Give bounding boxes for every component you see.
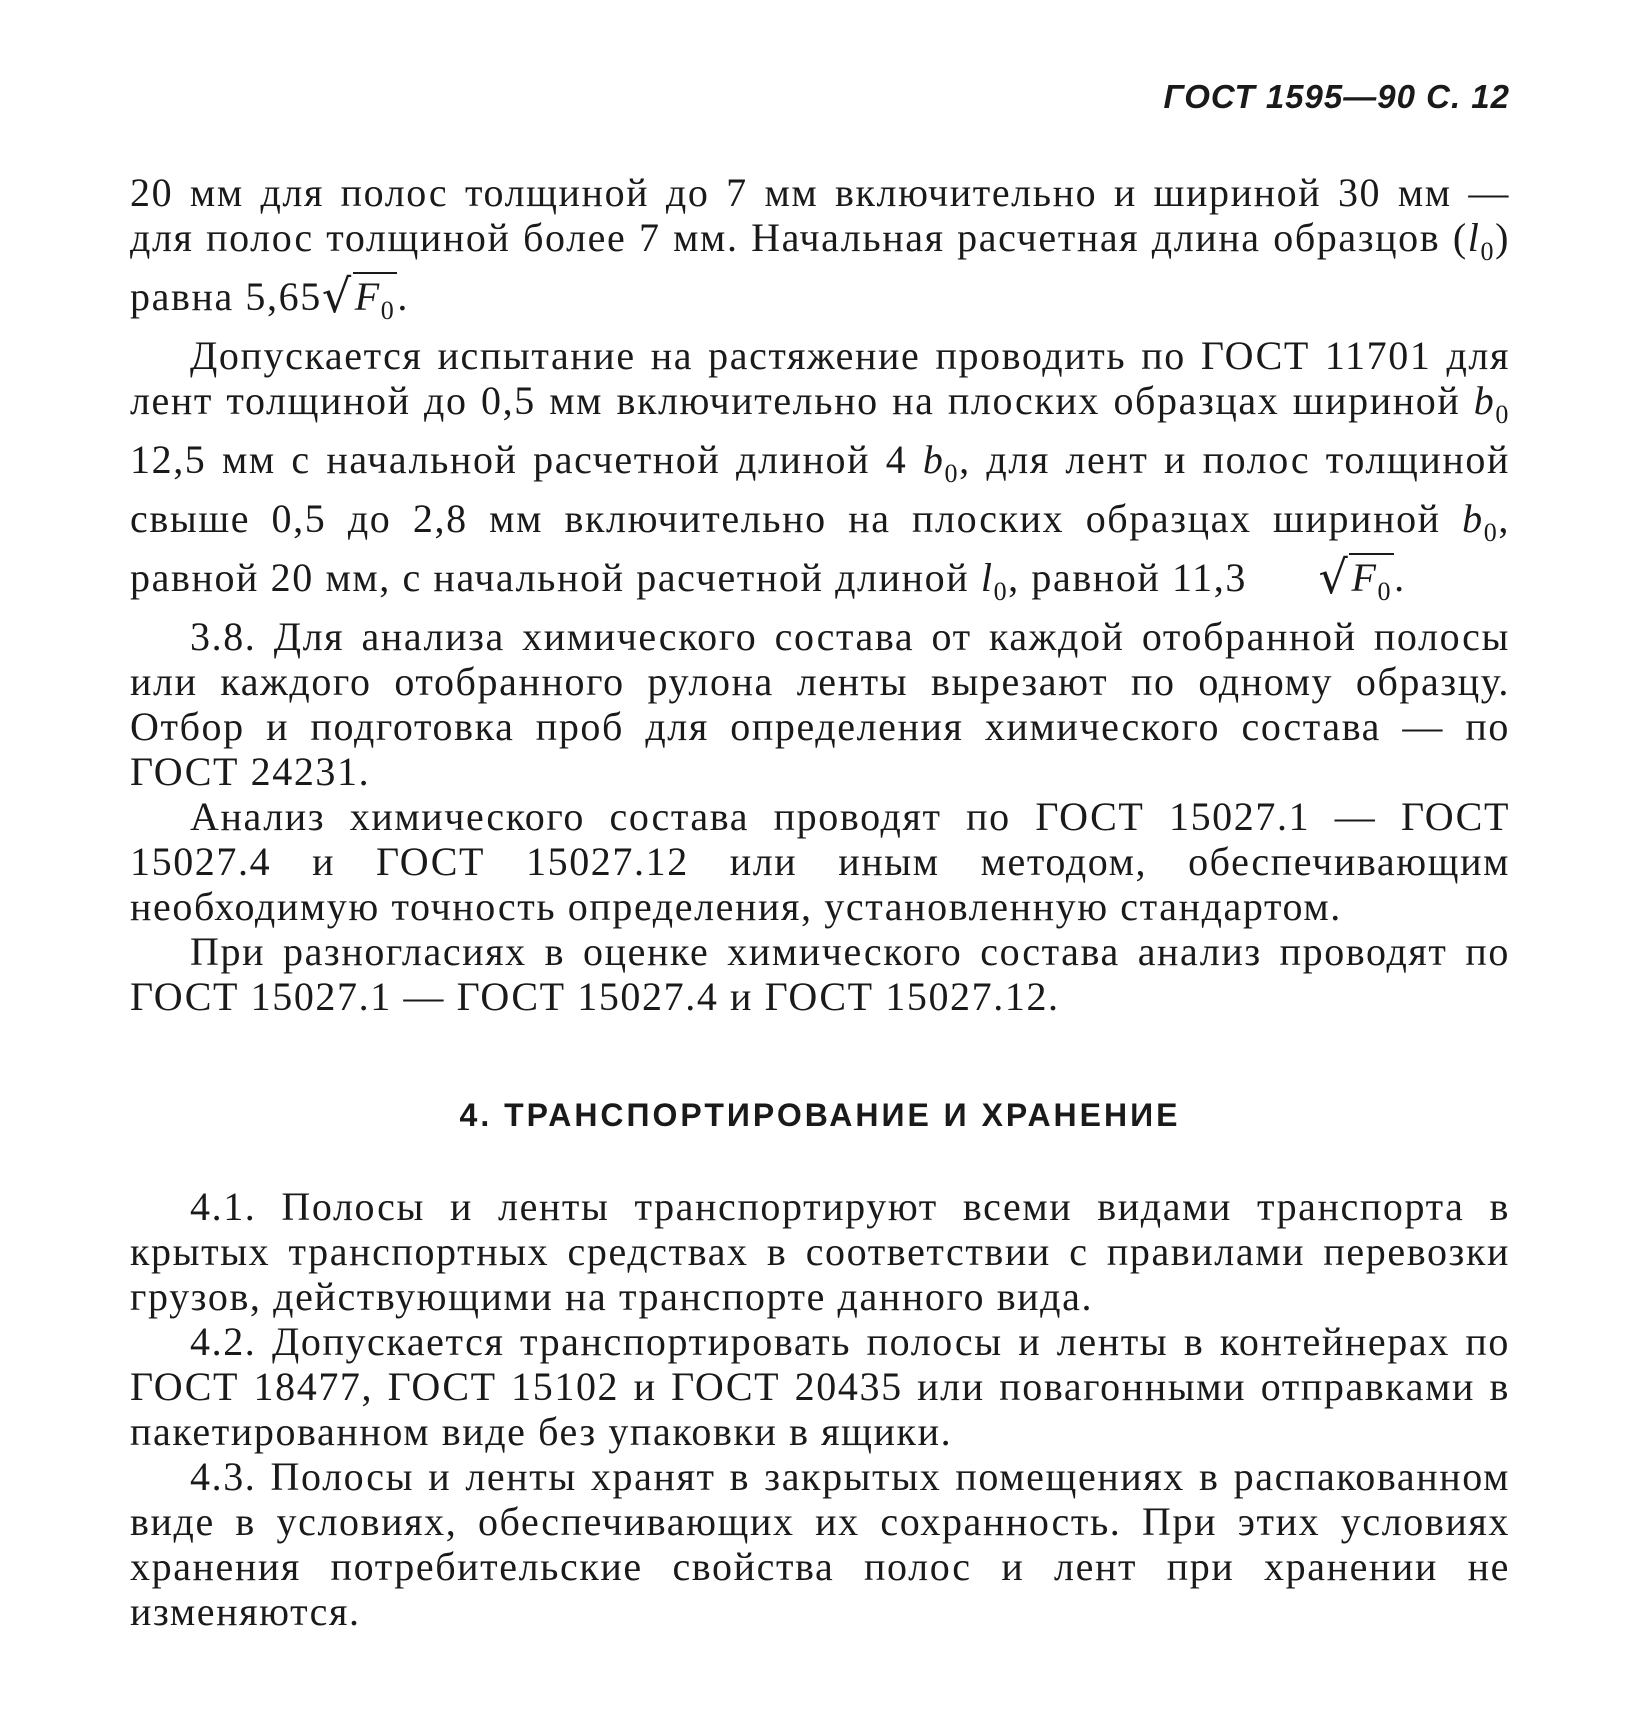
- paragraph-disagreements: При разногласиях в оценке химического состава анализ проводят по ГОСТ 15027.1 — ГОСТ 15027.4 и ГОСТ 15027.12.: [130, 929, 1510, 1019]
- paragraph-tensile-test: Допускается испытание на растяжение проводить по ГОСТ 11701 для лент толщиной до 0,5 мм включительно на плоских образцах шириной $b_0$ 12,5 мм с начальной расчетной длиной 4 $b_0$, для лент и полос толщиной свыше 0,5 до 2,8 мм включительно на плоских образцах шириной $b_0$, равной 20 мм, с начальной расчетной длиной $l_0$, равной 11,3 $√F_0$.: [130, 333, 1510, 614]
- paragraph-specimen-length: 20 мм для полос толщиной до 7 мм включительно и шириной 30 мм — для полос толщиной более 7 мм. Начальная расчетная длина образцов $(l_0)$ равна $5,65√F_0$.: [130, 170, 1510, 333]
- paragraph-chem-analysis: Анализ химического состава проводят по ГОСТ 15027.1 — ГОСТ 15027.4 и ГОСТ 15027.12 или иным методом, обеспечивающим необходимую точность определения, установленную стандартом.: [130, 794, 1510, 929]
- document-body: [130, 170, 1510, 1634]
- paragraph-4-2: 4.2. Допускается транспортировать полосы и ленты в контейнерах по ГОСТ 18477, ГОСТ 15102 и ГОСТ 20435 или повагонными отправками в пакетированном виде без упаковки в ящики.: [130, 1319, 1510, 1454]
- l0-sub: 0: [1480, 237, 1496, 266]
- paragraph-3-8: 3.8. Для анализа химического состава от каждой отобранной полосы или каждого отобранного рулона ленты вырезают по одному образцу. Отбор и подготовка проб для определения химического состава — по ГОСТ 24231.: [130, 614, 1510, 794]
- sqrt-f0: $√F_0$: [321, 269, 396, 325]
- page-header: ГОСТ 1595—90 С. 12: [1163, 78, 1510, 115]
- section-4-title: 4. ТРАНСПОРТИРОВАНИЕ И ХРАНЕНИЕ: [459, 1097, 1181, 1133]
- p1-text: 20 мм для полос толщиной до 7 мм включительно и шириной 30 мм — для полос толщиной более 7 мм. Начальная расчетная длина образцов (: [130, 170, 1510, 260]
- paragraph-4-1: 4.1. Полосы и ленты транспортируют всеми видами транспорта в крытых транспортных средствах в соответствии с правилами перевозки грузов, действующими на транспорте данного вида.: [130, 1184, 1510, 1319]
- p1-mid: ) равна 5,65: [130, 215, 1510, 319]
- sqrt-f0-2: $√F_0$: [1318, 550, 1393, 606]
- l0-var: l: [1467, 215, 1481, 260]
- paragraph-4-3: 4.3. Полосы и ленты хранят в закрытых помещениях в распакованном виде в условиях, обеспечивающих их сохранность. При этих условиях хранения потребительские свойства полос и лент при хранении не изменяются.: [130, 1454, 1510, 1634]
